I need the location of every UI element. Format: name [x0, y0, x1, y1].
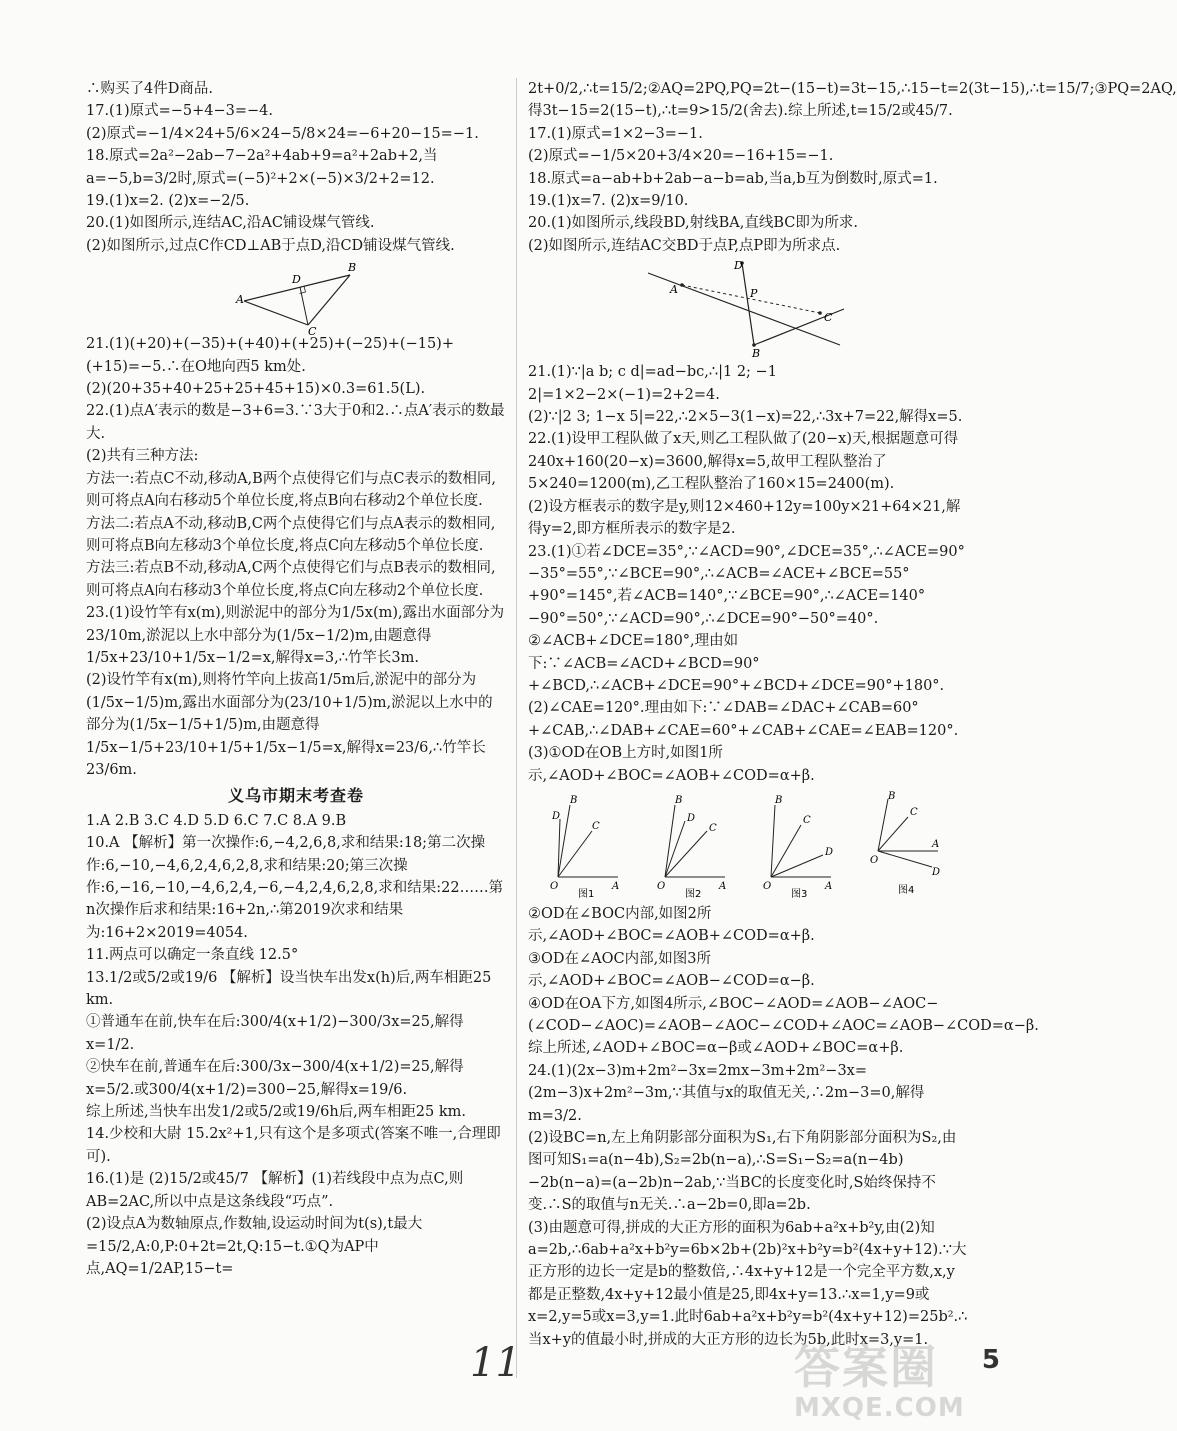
- label-a: A: [825, 880, 833, 892]
- label-d: D: [292, 273, 301, 287]
- answer-line: (2)设BC=n,左上角阴影部分面积为S₁,右下角阴影部分面积为S₂,由图可知S₁=a(n−4b),S₂=2b(n−a),∴S=S₁−S₂=a(n−4b)−2b(n−a)=(a−2b)n−2ab,∵当BC的长度变化时,S始终保持不变.∴S的取值与n无关.∴a−2b=0,即a=2b.: [528, 1130, 957, 1214]
- answer-line: 21.(1)∵|a b; c d|=ad−bc,∴|1 2; −1 2|=1×2−2×(−1)=2+2=4.: [528, 364, 777, 403]
- answer-line: 18.原式=a−ab+b+2ab−a−b=ab,当a,b互为倒数时,原式=1.: [528, 170, 938, 187]
- answer-line: 方法三:若点B不动,移动A,C两个点使得它们与点B表示的数相同,则可将点A向右移动3个单位长度,将点C向左移动2个单位长度.: [86, 560, 496, 599]
- answer-line: (3)由题意可得,拼成的大正方形的面积为6ab+a²x+b²y,由(2)知a=2b,∴6ab+a²x+b²y=6b×2b+(2b)²x+b²y=b²(4x+y+12).∵大正方形的边长一定是b的整数倍,∴4x+y+12是一个完全平方数,x,y都是正整数,4x+y+12最小值是25,即4x+y=13.∴x=1,y=9或x=2,y=5或x=3,y=1.此时6ab+a²x+b²y=b²(4x+y+12)=25b².∴当x+y的值最小时,拼成的大正方形的边长为5b,此时x=3,y=1.: [528, 1219, 968, 1348]
- label-d: D: [686, 812, 695, 824]
- answer-line: 22.(1)点A′表示的数是−3+6=3.∵3大于0和2.∴点A′表示的数最大.: [86, 403, 505, 442]
- exam-section-title: 义乌市期末考查卷: [227, 786, 364, 806]
- label-d: D: [552, 810, 561, 822]
- answer-line: ①普通车在前,快车在后:300/4(x+1/2)−300/3x=25,解得x=1/2.: [86, 1014, 464, 1053]
- answer-line: 16.(1)是 (2)15/2或45/7 【解析】(1)若线段中点为点C,则AB=2AC,所以中点是这条线段“巧点”.: [86, 1171, 464, 1210]
- label-b: B: [674, 794, 683, 806]
- answer-line: ④OD在OA下方,如图4所示,∠BOC−∠AOD=∠AOB−∠AOC−(∠COD−∠AOC)=∠AOB−∠AOC−∠COD+∠AOC=∠AOB−∠COD=α−β.综上所述,∠AOD+∠BOC=α−β或∠AOD+∠BOC=α+β.: [528, 995, 1039, 1057]
- label-o: O: [656, 880, 665, 892]
- label-o: O: [763, 880, 772, 892]
- answer-line: 综上所述,当快车出发1/2或5/2或19/6h后,两车相距25 km.: [86, 1104, 466, 1121]
- answer-line: 23.(1)①若∠DCE=35°,∵∠ACD=90°,∠DCE=35°,∴∠ACE=90°−35°=55°,∵∠BCE=90°,∴∠ACB=∠ACE+∠BCE=55°+90°=145°,若∠ACB=140°,∵∠BCE=90°,∴∠ACE=140°−90°=50°,∵∠ACD=90°,∴∠DCE=90°−50°=40°.: [528, 543, 965, 627]
- label-o: O: [869, 854, 879, 866]
- label-b: B: [775, 794, 783, 806]
- watermark-logo: 答案圈: [794, 1340, 938, 1394]
- answer-line: (2)设方框表示的数字是y,则12×460+12y=100y×21+64×21,解得y=2,即方框所表示的数字是2.: [528, 498, 961, 538]
- figure-1: [548, 791, 628, 899]
- answer-line: 方法二:若点A不动,移动B,C两个点使得它们与点A表示的数相同,则可将点B向左移动3个单位长度,将点C向左移动5个单位长度.: [86, 515, 496, 554]
- left-column: [86, 78, 506, 1280]
- figure-20-triangle: [86, 259, 506, 339]
- caption-fig-4: 图4: [897, 884, 915, 896]
- answer-line: ②OD在∠BOC内部,如图2所示,∠AOD+∠BOC=∠AOB+∠COD=α+β.: [528, 905, 815, 945]
- label-o: O: [550, 880, 559, 892]
- watermark-site: MXQE.COM: [794, 1393, 965, 1423]
- answer-line: 17.(1)原式=−5+4−3=−4.: [86, 103, 274, 120]
- label-b: B: [887, 790, 896, 802]
- label-c: C: [308, 325, 317, 339]
- answer-line: ②快车在前,普通车在后:300/3x−300/4(x+1/2)=25,解得x=5/2.或300/4(x+1/2)=300−25,解得x=19/6.: [86, 1059, 464, 1098]
- answer-line: (2)∠CAE=120°.理由如下:∵∠DAB=∠DAC+∠CAB=60°+∠CAB,∴∠DAB+∠CAE=60°+∠CAB+∠CAE=∠EAB=120°.: [528, 700, 959, 739]
- answer-line: 1.A 2.B 3.C 4.D 5.D 6.C 7.C 8.A 9.B: [86, 812, 347, 829]
- answer-line: 20.(1)如图所示,线段BD,射线BA,直线BC即为所求.: [528, 215, 858, 232]
- label-b: B: [752, 347, 761, 361]
- label-c: C: [592, 820, 600, 832]
- answer-line: 18.原式=2a²−2ab−7−2a²+4ab+9=a²+2ab+2,当a=−5,b=3/2时,原式=(−5)²+2×(−5)×3/2+2=12.: [86, 148, 438, 187]
- angle-figures: [528, 791, 968, 899]
- label-c: C: [824, 311, 833, 325]
- answer-line: 11.两点可以确定一条直线 12.5°: [86, 947, 299, 964]
- label-c: C: [909, 806, 918, 818]
- answer-line: 23.(1)设竹竿有x(m),则淤泥中的部分为1/5x(m),露出水面部分为23/10m,淤泥以上水中部分为(1/5x−1/2)m,由题意得1/5x+23/10+1/5x−1/2=x,解得x=3,∴竹竿长3m.: [86, 605, 505, 666]
- answer-line: (2)原式=−1/4×24+5/6×24−5/8×24=−6+20−15=−1.: [86, 125, 479, 142]
- answer-line: 13.1/2或5/2或19/6 【解析】设当快车出发x(h)后,两车相距25 km.: [86, 969, 492, 1009]
- label-d: D: [931, 866, 940, 878]
- caption-fig-1: 图1: [578, 888, 595, 900]
- answer-line: (2)(20+35+40+25+25+45+15)×0.3=61.5(L).: [86, 381, 426, 398]
- answer-line: 10.A 【解析】第一次操作:6,−4,2,6,8,求和结果:18;第二次操作:6,−10,−4,6,2,4,6,2,8,求和结果:20;第三次操作:6,−16,−10,−4,6,2,4,−6,−4,2,4,6,2,8,求和结果:22……第n次操作后求和结果:16+2n,∴第2019次求和结果为:16+2×2019=4054.: [86, 835, 504, 941]
- answer-line: 2t+0/2,∴t=15/2;②AQ=2PQ,PQ=2t−(15−t)=3t−15,∴15−t=2(3t−15),∴t=15/7;③PQ=2AQ,得3t−15=2(15−t),∴t=9>15/2(舍去).综上所述,t=15/2或45/7.: [528, 81, 1177, 120]
- answer-line: (2)原式=−1/5×20+3/4×20=−16+15=−1.: [528, 148, 834, 165]
- label-a: A: [236, 293, 244, 307]
- label-c: C: [708, 822, 717, 834]
- answer-line: (3)①OD在OB上方时,如图1所示,∠AOD+∠BOC=∠AOB+∠COD=α+β.: [528, 745, 815, 784]
- answer-line: 19.(1)x=7. (2)x=9/10.: [528, 193, 689, 210]
- label-d: D: [734, 259, 743, 273]
- caption-fig-3: 图3: [791, 888, 808, 900]
- label-c: C: [803, 814, 811, 826]
- figure-3: [761, 791, 841, 899]
- label-p: P: [750, 287, 758, 301]
- answer-line: (2)设竹竿有x(m),则将竹竿向上拔高1/5m后,淤泥中的部分为(1/5x−1/5)m,露出水面部分为(23/10+1/5)m,淤泥以上水中的部分为(1/5x−1/5+1/5)m,由题意得1/5x−1/5+23/10+1/5+1/5x−1/5=x,解得x=23/6,∴竹竿长23/6m.: [86, 672, 493, 778]
- answer-line: ∴购买了4件D商品.: [86, 81, 213, 97]
- corner-number: 5: [981, 1345, 1000, 1375]
- answer-line: (2)共有三种方法:: [86, 448, 199, 465]
- answer-line: 22.(1)设甲工程队做了x天,则乙工程队做了(20−x)天,根据题意可得240x+160(20−x)=3600,解得x=5,故甲工程队整治了5×240=1200(m),乙工程队整治了160×15=2400(m).: [528, 431, 959, 493]
- page-number: 11: [470, 1340, 521, 1386]
- column-divider: [516, 78, 517, 1378]
- answer-line: 24.(1)(2x−3)m+2m²−3x=2mx−3m+2m²−3x=(2m−3)x+2m²−3m,∵其值与x的取值无关,∴2m−3=0,解得m=3/2.: [528, 1062, 925, 1124]
- figure-2: [655, 791, 735, 899]
- answer-line: 17.(1)原式=1×2−3=−1.: [528, 125, 703, 142]
- answer-line: (2)设点A为数轴原点,作数轴,设运动时间为t(s),t最大=15/2,A:0,P:0+2t=2t,Q:15−t.①Q为AP中点,AQ=1/2AP,15−t=: [86, 1216, 423, 1277]
- label-b: B: [570, 794, 578, 806]
- answer-line: (2)如图所示,过点C作CD⊥AB于点D,沿CD铺设煤气管线.: [86, 237, 455, 254]
- right-column: [528, 78, 1177, 1351]
- answer-line: 21.(1)(+20)+(−35)+(+40)+(+25)+(−25)+(−15)+(+15)=−5.∴在O地向西5 km处.: [86, 336, 454, 375]
- answer-line: (2)如图所示,连结AC交BD于点P,点P即为所求点.: [528, 237, 841, 254]
- answer-line: 方法一:若点C不动,移动A,B两个点使得它们与点C表示的数相同,则可将点A向右移动5个单位长度,将点B向右移动2个单位长度.: [86, 470, 497, 510]
- figure-4: [868, 791, 948, 899]
- answer-line: ③OD在∠AOC内部,如图3所示,∠AOD+∠BOC=∠AOB−∠COD=α−β.: [528, 950, 815, 990]
- answer-line: 20.(1)如图所示,连结AC,沿AC铺设煤气管线.: [86, 215, 375, 232]
- watermark: [794, 1331, 994, 1431]
- label-d: D: [825, 846, 834, 858]
- answer-line: 19.(1)x=2. (2)x=−2/5.: [86, 193, 250, 210]
- answer-line: ②∠ACB+∠DCE=180°,理由如下:∵∠ACB=∠ACD+∠BCD=90°+∠BCD,∴∠ACB+∠DCE=90°+∠BCD+∠DCE=90°+180°.: [528, 633, 945, 694]
- label-b: B: [348, 261, 357, 275]
- label-a: A: [670, 283, 678, 297]
- figure-20-lines: [528, 259, 968, 359]
- answer-line: (2)∵|2 3; 1−x 5|=22,∴2×5−3(1−x)=22,∴3x+7=22,解得x=5.: [528, 409, 963, 426]
- answer-line: 14.少校和大尉 15.2x²+1,只有这个是多项式(答案不唯一,合理即可).: [86, 1126, 501, 1165]
- label-a: A: [718, 880, 726, 892]
- label-a: A: [612, 880, 620, 892]
- label-a: A: [931, 838, 940, 850]
- caption-fig-2: 图2: [684, 888, 702, 900]
